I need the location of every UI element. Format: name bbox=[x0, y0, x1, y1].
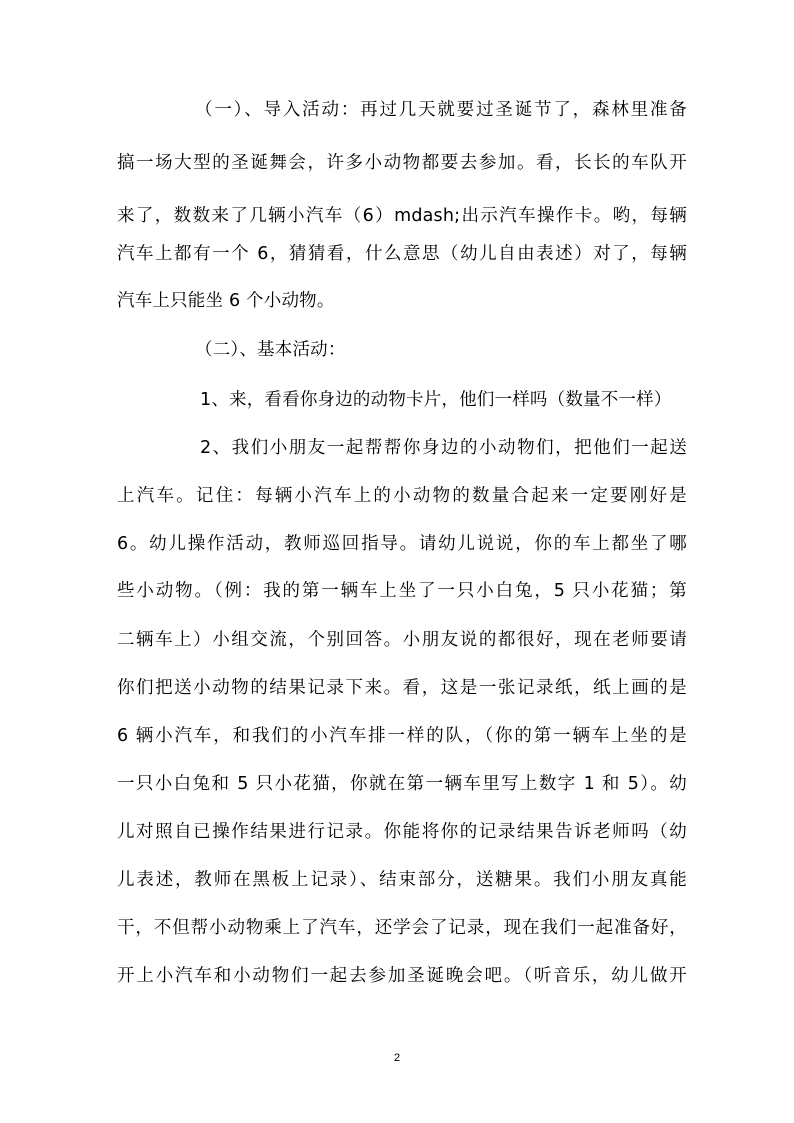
paragraph-line: 来了，数数来了几辆小汽车（6）mdash;出示汽车操作卡。哟，每辆 bbox=[117, 206, 687, 226]
paragraph-line: 开上小汽车和小动物们一起去参加圣诞晚会吧。（听音乐，幼儿做开 bbox=[117, 966, 687, 986]
list-item: 1、来，看看你身边的动物卡片，他们一样吗（数量不一样） bbox=[200, 390, 672, 410]
paragraph-line: 二辆车上）小组交流，个别回答。小朋友说的都很好，现在老师要请 bbox=[117, 630, 687, 650]
paragraph-line: （一）、导入活动：再过几天就要过圣诞节了，森林里准备 bbox=[195, 100, 687, 120]
paragraph-line: 你们把送小动物的结果记录下来。看，这是一张记录纸，纸上画的是 bbox=[117, 678, 687, 698]
paragraph-line: 些小动物。（例：我的第一辆车上坐了一只小白兔，5 只小花猫；第 bbox=[117, 581, 687, 601]
paragraph-line: 6。幼儿操作活动，教师巡回指导。请幼儿说说，你的车上都坐了哪 bbox=[117, 534, 687, 554]
paragraph-line: 儿表述，教师在黑板上记录）、结束部分，送糖果。我们小朋友真能 bbox=[117, 870, 687, 890]
paragraph-line: 干，不但帮小动物乘上了汽车，还学会了记录，现在我们一起准备好， bbox=[117, 918, 687, 938]
paragraph-line: 一只小白兔和 5 只小花猫，你就在第一辆车里写上数字 1 和 5）。幼 bbox=[117, 774, 687, 794]
paragraph-line: 上汽车。记住：每辆小汽车上的小动物的数量合起来一定要刚好是 bbox=[117, 486, 687, 506]
section-heading: （二）、基本活动： bbox=[195, 340, 346, 360]
paragraph-line: 儿对照自已操作结果进行记录。你能将你的记录结果告诉老师吗（幼 bbox=[117, 822, 687, 842]
paragraph-line: 汽车上只能坐 6 个小动物。 bbox=[117, 291, 335, 311]
list-item: 2、我们小朋友一起帮帮你身边的小动物们，把他们一起送 bbox=[200, 438, 687, 458]
page-number: 2 bbox=[393, 1052, 401, 1064]
paragraph-line: 搞一场大型的圣诞舞会，许多小动物都要去参加。看，长长的车队开 bbox=[117, 153, 687, 173]
paragraph-line: 6 辆小汽车，和我们的小汽车排一样的队，（你的第一辆车上坐的是 bbox=[117, 726, 687, 746]
paragraph-line: 汽车上都有一个 6，猜猜看，什么意思（幼儿自由表述）对了，每辆 bbox=[117, 244, 687, 264]
